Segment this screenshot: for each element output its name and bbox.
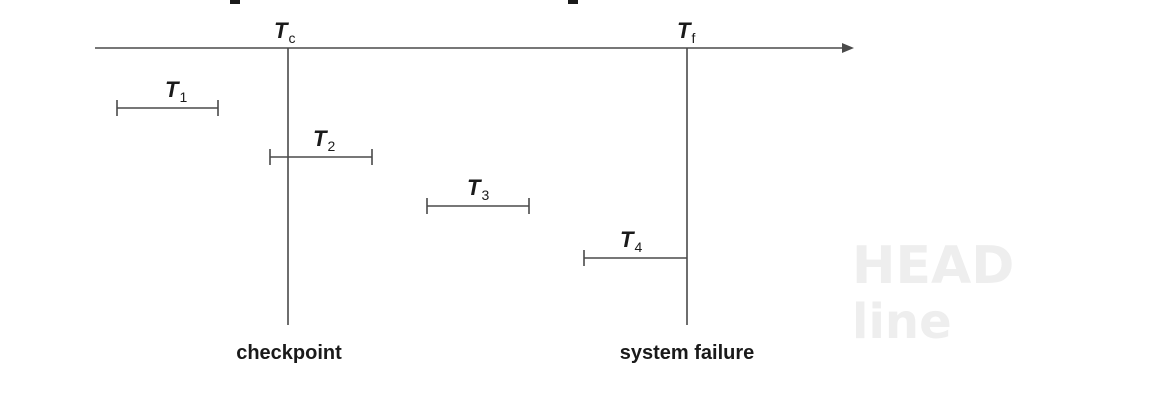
transaction-t1 (117, 77, 218, 116)
label-t4: T4 (620, 227, 643, 255)
transaction-t3 (427, 175, 529, 214)
watermark-top: HEAD (852, 236, 1015, 296)
time-axis-arrowhead (842, 43, 854, 53)
watermark-bottom: line (852, 294, 952, 350)
watermark (852, 236, 1014, 350)
label-t1: T1 (165, 77, 188, 105)
transaction-t2 (270, 126, 372, 165)
system-failure-caption: system failure (619, 342, 755, 364)
checkpoint-caption: checkpoint (236, 342, 342, 364)
label-t2: T2 (313, 126, 336, 154)
label-tf: Tf (677, 18, 696, 46)
label-tc: Tc (274, 18, 296, 46)
label-t3: T3 (467, 175, 490, 203)
cropped-title-fragment (230, 0, 578, 4)
transaction-t4 (584, 227, 687, 266)
